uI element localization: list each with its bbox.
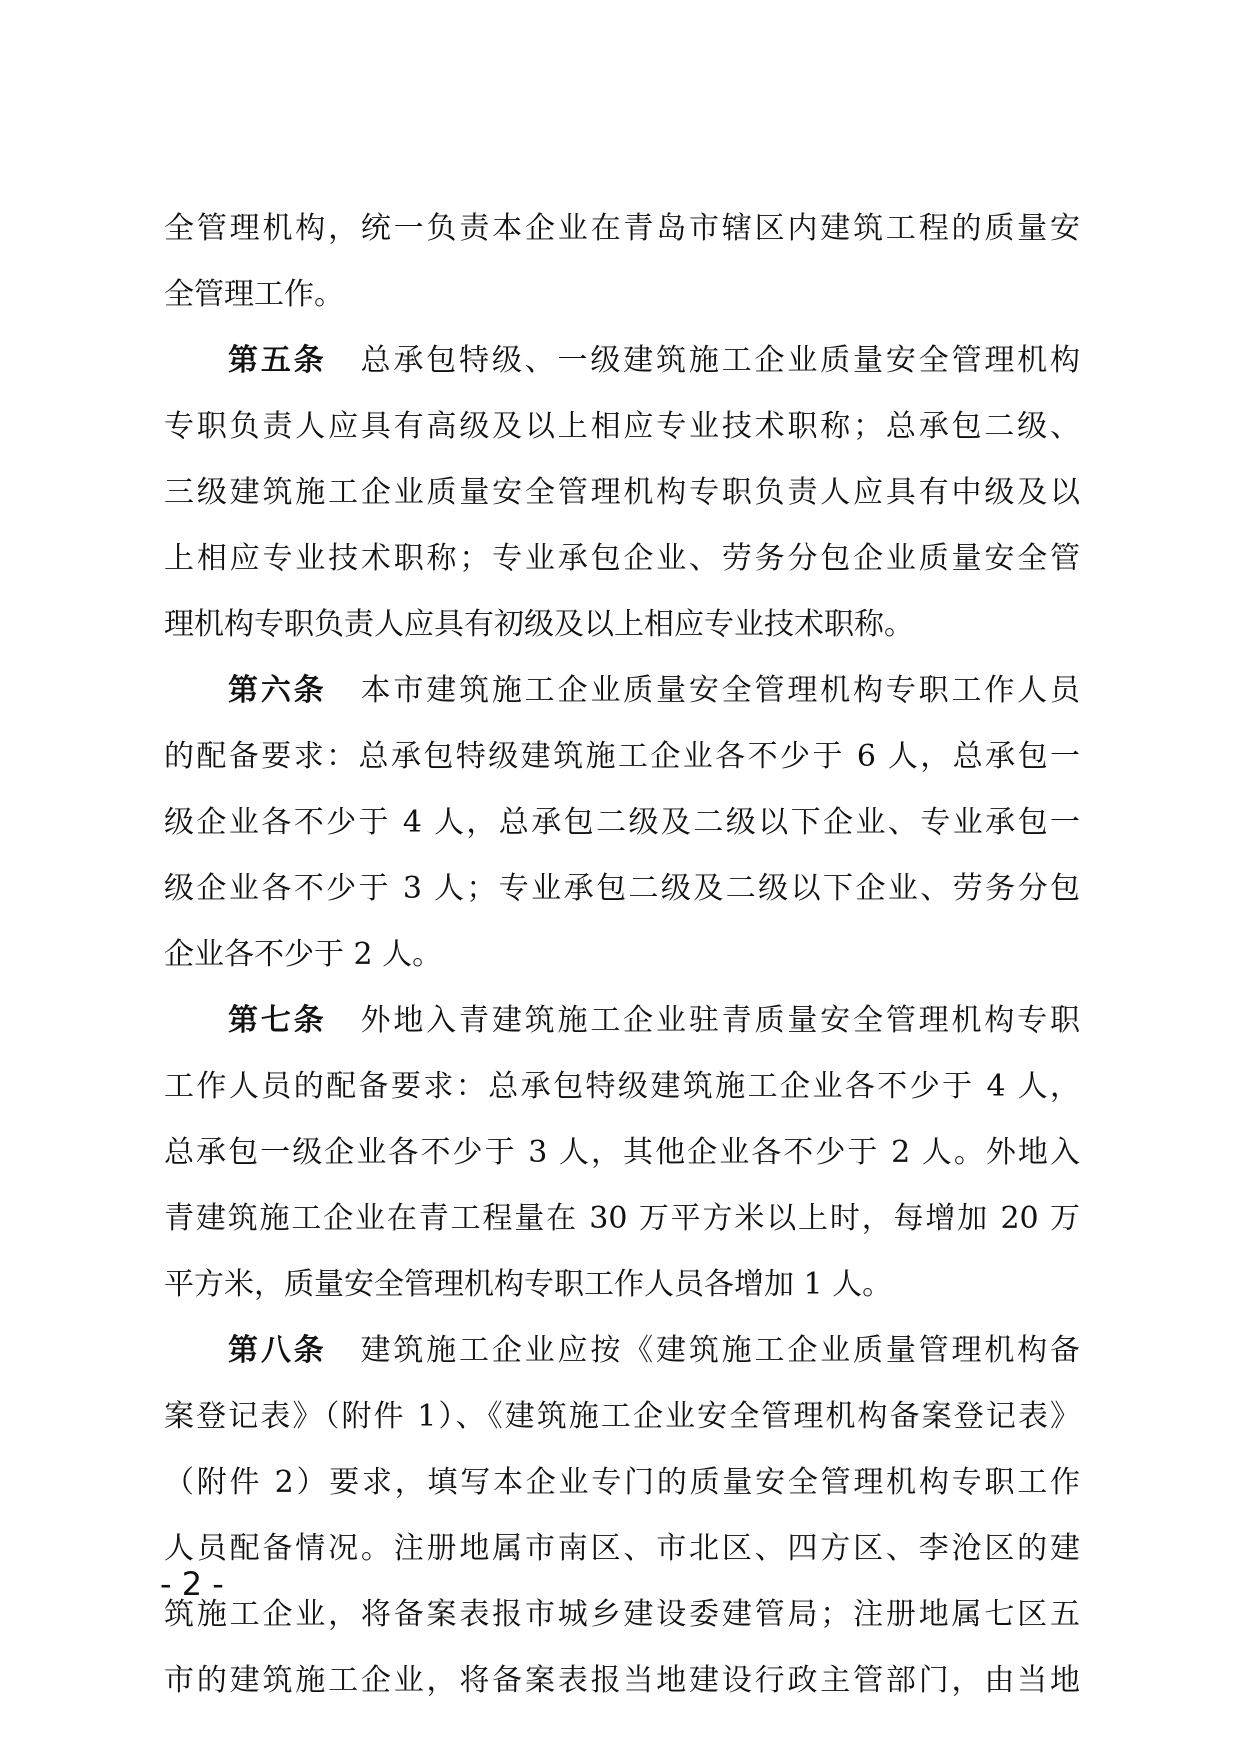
- article-title: 第五条: [228, 343, 327, 378]
- paragraph-line: [164, 262, 1080, 328]
- article-5-first-line: [164, 328, 1080, 394]
- paragraph-line: [164, 790, 1080, 856]
- line-text: 全管理工作。: [164, 277, 344, 312]
- paragraph-line: [164, 856, 1080, 922]
- line-text: 级企业各不少于 3 人；专业承包二级及二级以下企业、劳务分包: [164, 871, 1080, 906]
- article-title: 第六条: [228, 673, 327, 708]
- article-title: 第七条: [228, 1003, 327, 1038]
- paragraph-line: [164, 724, 1080, 790]
- paragraph-line: [164, 922, 1080, 988]
- line-text: 理机构专职负责人应具有初级及以上相应专业技术职称。: [164, 607, 914, 642]
- page-number: - 2 -: [160, 1565, 224, 1603]
- line-text: 青建筑施工企业在青工程量在 30 万平方米以上时，每增加 20 万: [164, 1201, 1080, 1236]
- paragraph-line: [164, 196, 1080, 262]
- paragraph-line: [164, 1582, 1080, 1648]
- line-text: 上相应专业技术职称；专业承包企业、劳务分包企业质量安全管: [164, 541, 1080, 576]
- line-text: 全管理机构，统一负责本企业在青岛市辖区内建筑工程的质量安: [164, 211, 1080, 246]
- paragraph-line: [164, 526, 1080, 592]
- line-text: 的配备要求：总承包特级建筑施工企业各不少于 6 人，总承包一: [164, 739, 1080, 774]
- paragraph-line: [164, 460, 1080, 526]
- line-text: 本市建筑施工企业质量安全管理机构专职工作人员: [360, 673, 1080, 708]
- line-text: （附件 2）要求，填写本企业专门的质量安全管理机构专职工作: [164, 1465, 1080, 1500]
- line-text: 市的建筑施工企业，将备案表报当地建设行政主管部门，由当地: [164, 1663, 1080, 1698]
- line-text: 平方米，质量安全管理机构专职工作人员各增加 1 人。: [164, 1267, 893, 1302]
- article-6-first-line: [164, 658, 1080, 724]
- line-text: 三级建筑施工企业质量安全管理机构专职负责人应具有中级及以: [164, 475, 1080, 510]
- line-text: 专职负责人应具有高级及以上相应专业技术职称；总承包二级、: [164, 409, 1080, 444]
- paragraph-line: [164, 1186, 1080, 1252]
- paragraph-line: [164, 394, 1080, 460]
- line-text: 人员配备情况。注册地属市南区、市北区、四方区、李沧区的建: [164, 1531, 1080, 1566]
- paragraph-line: [164, 1054, 1080, 1120]
- line-text: 总承包一级企业各不少于 3 人，其他企业各不少于 2 人。外地入: [164, 1135, 1080, 1170]
- line-text: 筑施工企业，将备案表报市城乡建设委建管局；注册地属七区五: [164, 1597, 1080, 1632]
- line-text: 建筑施工企业应按《建筑施工企业质量管理机构备: [360, 1333, 1080, 1368]
- line-text: 总承包特级、一级建筑施工企业质量安全管理机构: [360, 343, 1080, 378]
- paragraph-line: [164, 592, 1080, 658]
- paragraph-line: [164, 1384, 1080, 1450]
- paragraph-line: [164, 1648, 1080, 1714]
- line-text: 案登记表》（附件 1）、《建筑施工企业安全管理机构备案登记表》: [164, 1399, 1080, 1434]
- line-text: 工作人员的配备要求：总承包特级建筑施工企业各不少于 4 人，: [164, 1069, 1080, 1104]
- article-8-first-line: [164, 1318, 1080, 1384]
- document-body: [164, 196, 1080, 1714]
- line-text: 企业各不少于 2 人。: [164, 937, 443, 972]
- article-title: 第八条: [228, 1333, 327, 1368]
- paragraph-line: [164, 1450, 1080, 1516]
- article-7-first-line: [164, 988, 1080, 1054]
- line-text: 级企业各不少于 4 人，总承包二级及二级以下企业、专业承包一: [164, 805, 1080, 840]
- paragraph-line: [164, 1516, 1080, 1582]
- line-text: 外地入青建筑施工企业驻青质量安全管理机构专职: [360, 1003, 1080, 1038]
- paragraph-line: [164, 1120, 1080, 1186]
- paragraph-line: [164, 1252, 1080, 1318]
